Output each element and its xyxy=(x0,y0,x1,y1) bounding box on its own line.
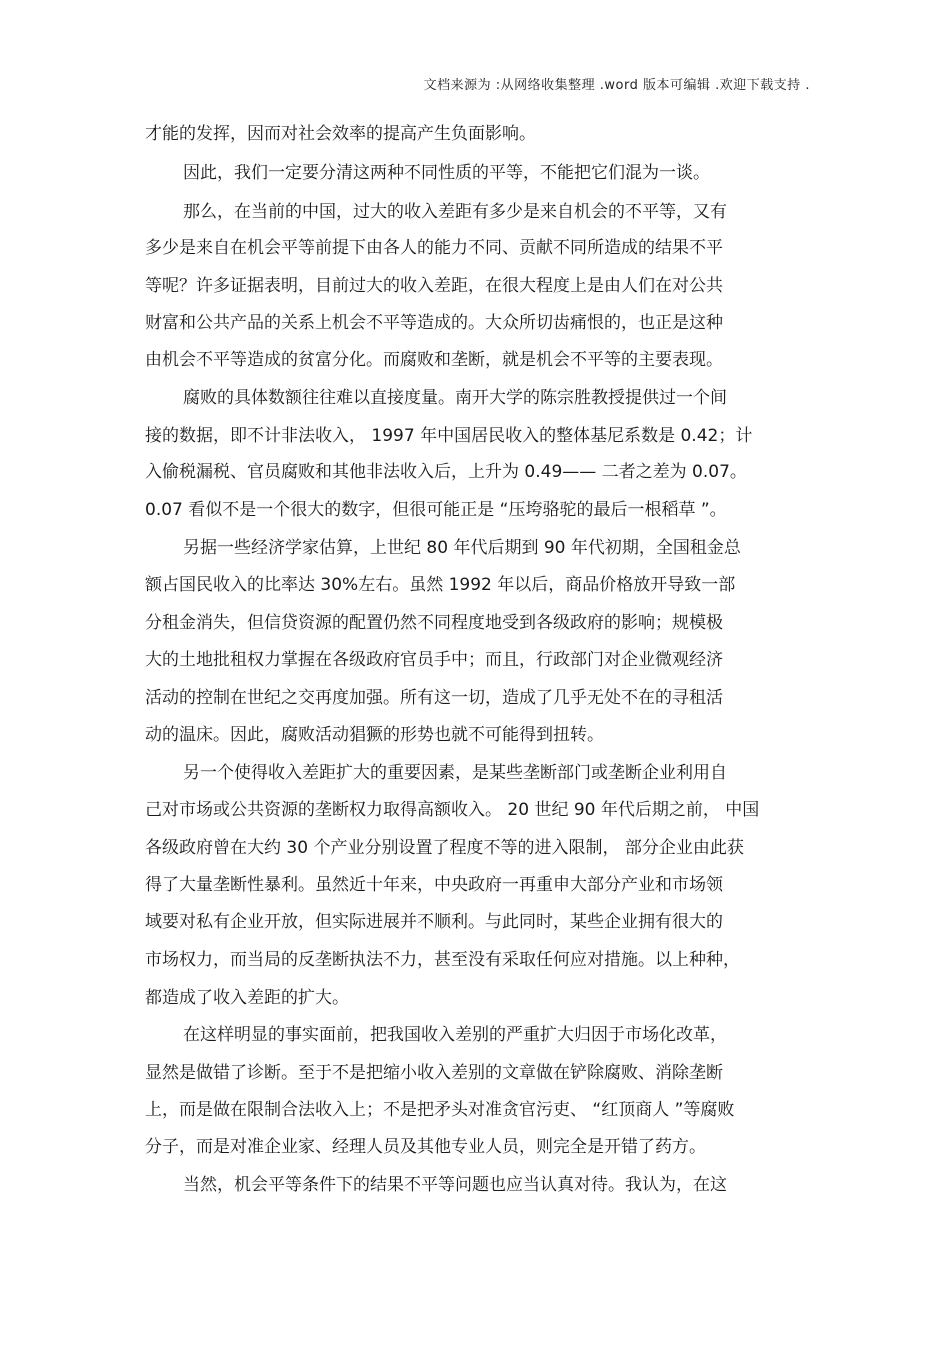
text-line: 0.07 看似不是一个很大的数字，但很可能正是 “压垮骆驼的最后一根稻草 ”。 xyxy=(145,500,727,520)
text-line: 己对市场或公共资源的垄断权力取得高额收入。 20 世纪 90 年代后期之前， 中国 xyxy=(145,800,760,820)
paragraph-start-line: 在这样明显的事实面前，把我国收入差别的严重扩大归因于市场化改革， xyxy=(183,1025,727,1045)
text-line: 才能的发挥，因而对社会效率的提高产生负面影响。 xyxy=(145,124,536,144)
text-line: 得了大量垄断性暴利。虽然近十年来，中央政府一再重申大部分产业和市场领 xyxy=(145,875,723,895)
page-header: 文档来源为 :从网络收集整理 .word 版本可编辑 .欢迎下载支持 . xyxy=(423,78,810,93)
text-line: 入偷税漏税、官员腐败和其他非法收入后，上升为 0.49—— 二者之差为 0.07。 xyxy=(145,462,747,482)
paragraph-start-line: 因此，我们一定要分清这两种不同性质的平等，不能把它们混为一谈。 xyxy=(183,163,710,183)
text-line: 接的数据，即不计非法收入， 1997 年中国居民收入的整体基尼系数是 0.42；计 xyxy=(145,426,753,446)
paragraph-start-line: 当然，机会平等条件下的结果不平等问题也应当认真对待。我认为，在这 xyxy=(183,1175,727,1195)
text-line: 显然是做错了诊断。至于不是把缩小收入差别的文章做在铲除腐败、消除垄断 xyxy=(145,1063,723,1083)
text-line: 域要对私有企业开放，但实际进展并不顺利。与此同时，某些企业拥有很大的 xyxy=(145,912,723,932)
paragraph-start-line: 腐败的具体数额往往难以直接度量。南开大学的陈宗胜教授提供过一个间 xyxy=(183,388,727,408)
paragraph-start-line: 另一个使得收入差距扩大的重要因素，是某些垄断部门或垄断企业利用自 xyxy=(183,763,727,783)
text-line: 由机会不平等造成的贫富分化。而腐败和垄断，就是机会不平等的主要表现。 xyxy=(145,350,723,370)
paragraph-start-line: 那么，在当前的中国，过大的收入差距有多少是来自机会的不平等，又有 xyxy=(183,202,727,222)
text-line: 各级政府曾在大约 30 个产业分别设置了程度不等的进入限制， 部分企业由此获 xyxy=(145,838,744,858)
text-line: 大的土地批租权力掌握在各级政府官员手中；而且，行政部门对企业微观经济 xyxy=(145,650,723,670)
text-line: 活动的控制在世纪之交再度加强。所有这一切，造成了几乎无处不在的寻租活 xyxy=(145,688,723,708)
text-line: 市场权力，而当局的反垄断执法不力，甚至没有采取任何应对措施。以上种种， xyxy=(145,950,740,970)
text-line: 等呢？许多证据表明，目前过大的收入差距，在很大程度上是由人们在对公共 xyxy=(145,276,723,296)
text-line: 多少是来自在机会平等前提下由各人的能力不同、贡献不同所造成的结果不平 xyxy=(145,238,723,258)
text-line: 上，而是做在限制合法收入上；不是把矛头对准贪官污吏、 “红顶商人 ”等腐败 xyxy=(145,1100,735,1120)
text-line: 都造成了收入差距的扩大。 xyxy=(145,988,349,1008)
text-line: 分子，而是对准企业家、经理人员及其他专业人员，则完全是开错了药方。 xyxy=(145,1137,706,1157)
text-line: 额占国民收入的比率达 30%左右。虽然 1992 年以后，商品价格放开导致一部 xyxy=(145,575,736,595)
paragraph-start-line: 另据一些经济学家估算，上世纪 80 年代后期到 90 年代初期，全国租金总 xyxy=(183,538,741,558)
text-line: 财富和公共产品的关系上机会不平等造成的。大众所切齿痛恨的，也正是这种 xyxy=(145,313,723,333)
text-line: 分租金消失，但信贷资源的配置仍然不同程度地受到各级政府的影响；规模极 xyxy=(145,613,723,633)
text-line: 动的温床。因此，腐败活动猖獗的形势也就不可能得到扭转。 xyxy=(145,725,604,745)
